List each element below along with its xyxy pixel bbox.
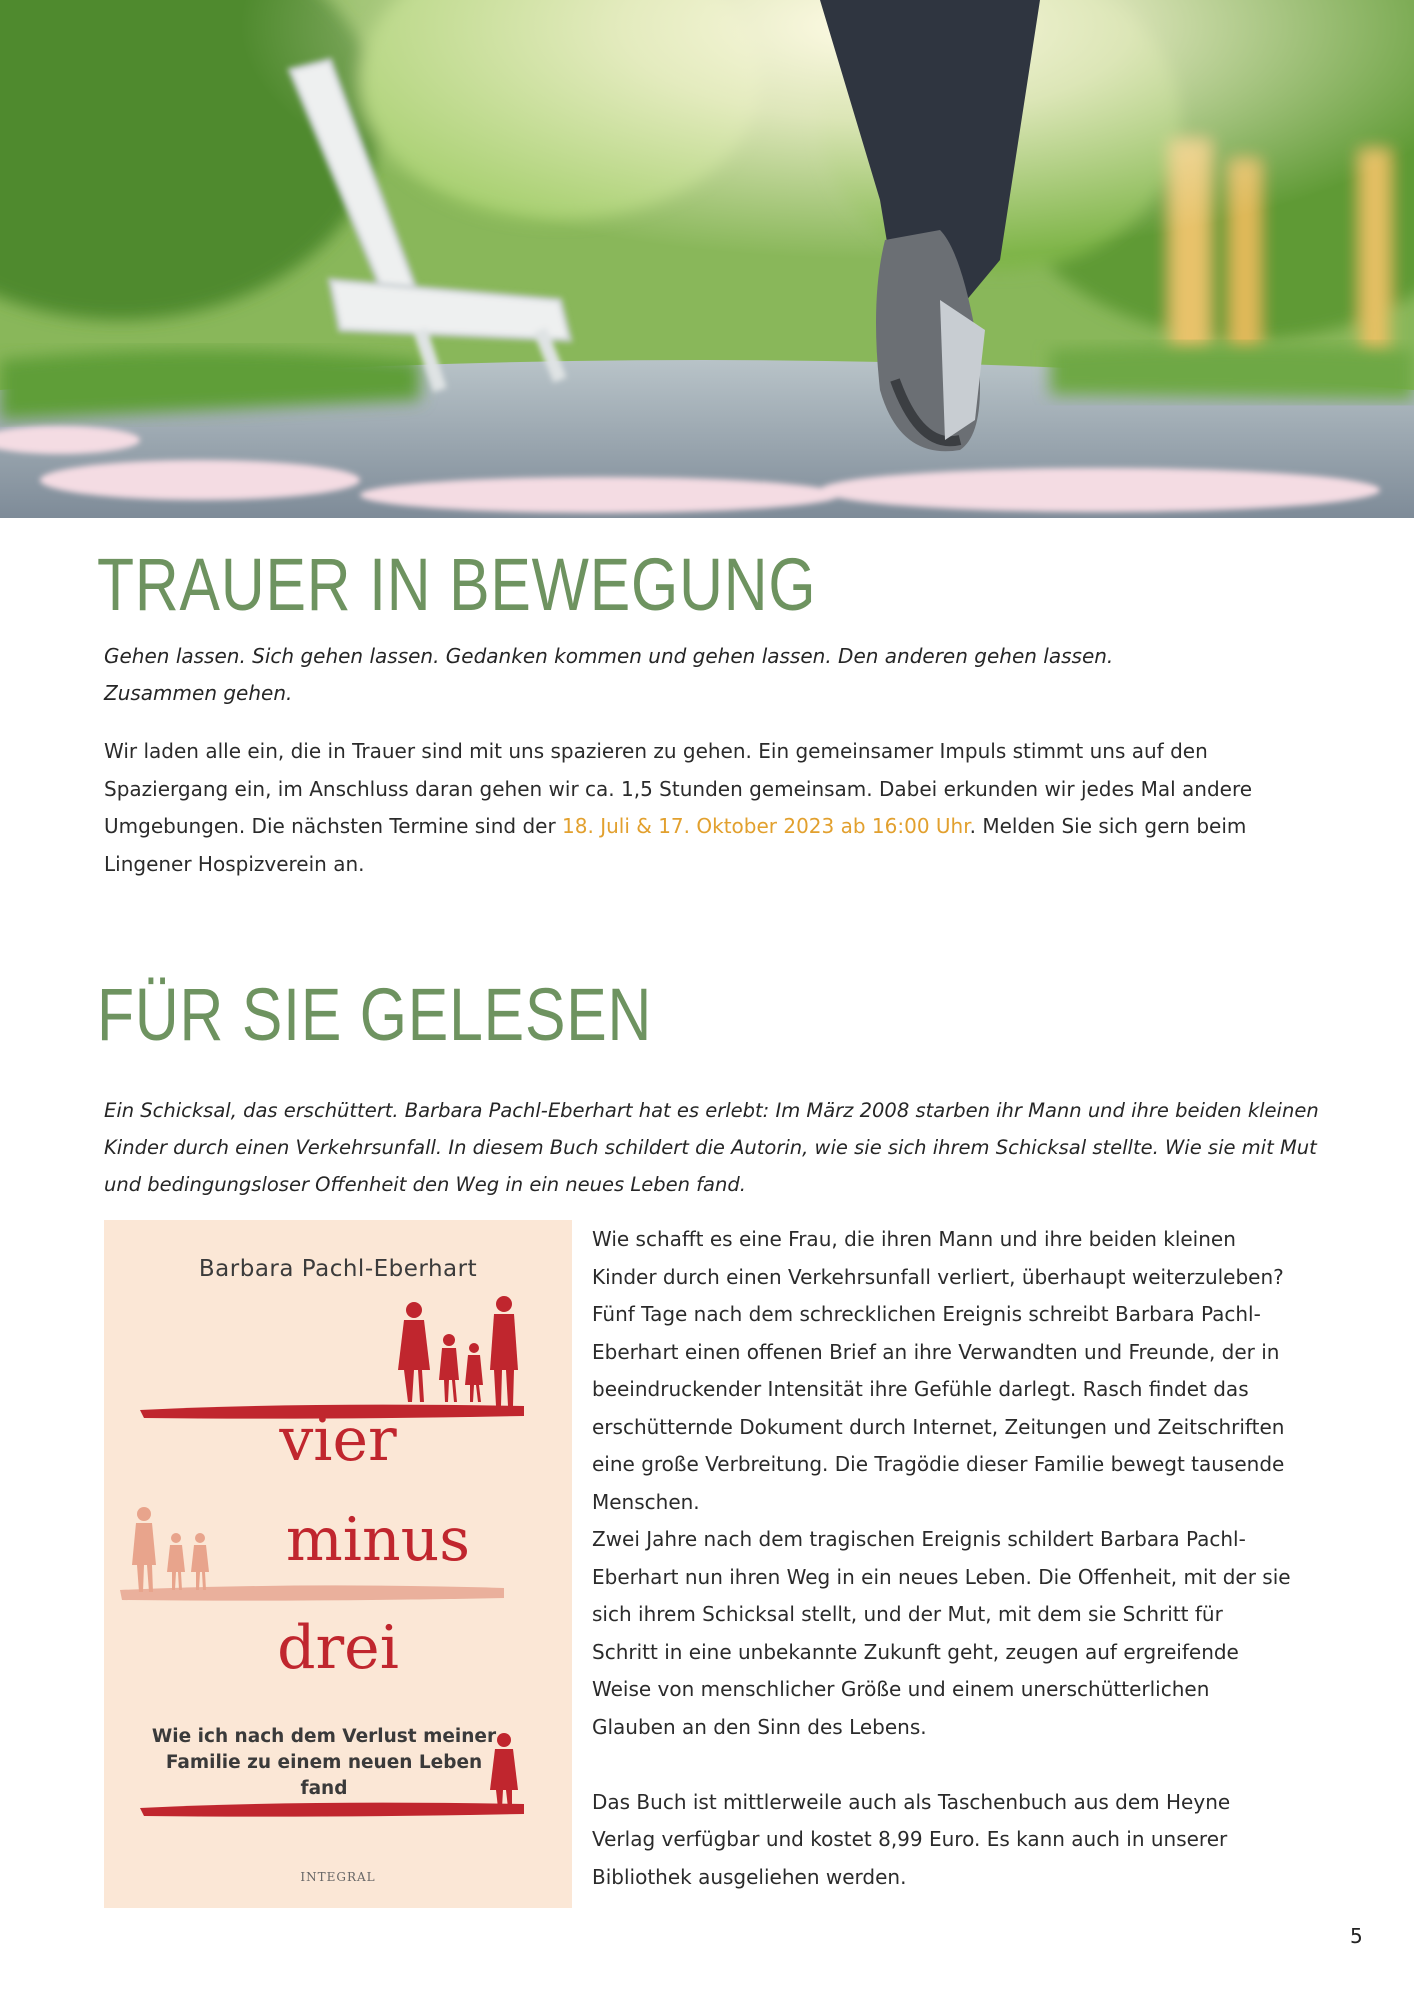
book-title-line-3: drei [277,1613,399,1683]
paragraph-spacer [592,1746,1292,1784]
body-text-after: . Melden Sie sich gern beim Lingener Hospizverein an. [104,814,1247,876]
book-cover-image [104,1220,572,1908]
section-body-trauer [104,733,1324,883]
body-text-before: Wir laden alle ein, die in Trauer sind mit uns spazieren zu gehen. Ein gemeinsamer Impuls stimmt uns auf den Spaziergang ein, im Anschluss daran gehen wir ca. 1,5 Stunden gemeinsam. Dabei erkunden wir jedes Mal andere Umgebungen. Die nächsten Termine sind der [104,739,1253,838]
book-author: Barbara Pachl-Eberhart [198,1256,478,1282]
page-number: 5 [1350,1924,1363,1948]
review-paragraph-3: Das Buch ist mittlerweile auch als Taschenbuch aus dem Heyne Verlag verfügbar und kostet 8,99 Euro. Es kann auch in unserer Bibliothek ausgeliehen werden. [592,1789,1231,1889]
book-title-line-2: minus [285,1505,471,1575]
book-subtitle: Wie ich nach dem Verlust meiner Familie zu einem neuen Leben fand [151,1726,497,1799]
book-publisher-logo: INTEGRAL [300,1870,376,1884]
book-review-column [592,1221,1292,1896]
event-dates-highlight: 18. Juli & 17. Oktober 2023 ab 16:00 Uhr [562,814,970,838]
section-heading-trauer: TRAUER IN BEWEGUNG [97,543,817,626]
intro-line-1: Gehen lassen. Sich gehen lassen. Gedanken kommen und gehen lassen. Den anderen gehen lassen. [104,644,1114,668]
section-intro-gelesen: Ein Schicksal, das erschüttert. Barbara Pachl-Eberhart hat es erlebt: Im März 2008 starben ihr Mann und ihre beiden kleinen Kinder durch einen Verkehrsunfall. In diesem Buch schildert die Autorin, wie sie sich ihrem Schicksal stellte. Wie sie mit Mut und bedingungsloser Offenheit den Weg in ein neues Leben fand. [104,1099,1319,1196]
section-intro-trauer [104,638,1164,712]
review-paragraph-2: Zwei Jahre nach dem tragischen Ereignis schildert Barbara Pachl-Eberhart nun ihren Weg in ein neues Leben. Die Offenheit, mit der sie sich ihrem Schicksal stellt, und der Mut, mit dem sie Schritt für Schritt in eine unbekannte Zukunft geht, zeugen auf ergreifende Weise von menschlicher Größe und einem unerschütterlichen Glauben an den Sinn des Lebens. [592,1527,1291,1739]
book-title-line-1: vier [279,1405,397,1475]
review-paragraph-1: Wie schafft es eine Frau, die ihren Mann und ihre beiden kleinen Kinder durch einen Verkehrsunfall verliert, überhaupt weiterzuleben? Fünf Tage nach dem schrecklichen Ereignis schreibt Barbara Pachl-Eberhart einen offenen Brief an ihre Verwandten und Freunde, der in beeindruckender Intensität ihre Gefühle darlegt. Rasch findet das erschütternde Dokument durch Internet, Zeitungen und Zeitschriften eine große Verbreitung. Die Tragödie dieser Familie bewegt tausende Menschen. [592,1227,1285,1514]
hero-photo [0,0,1414,518]
intro-line-2: Zusammen gehen. [104,681,293,705]
section-heading-gelesen: FÜR SIE GELESEN [97,973,653,1056]
